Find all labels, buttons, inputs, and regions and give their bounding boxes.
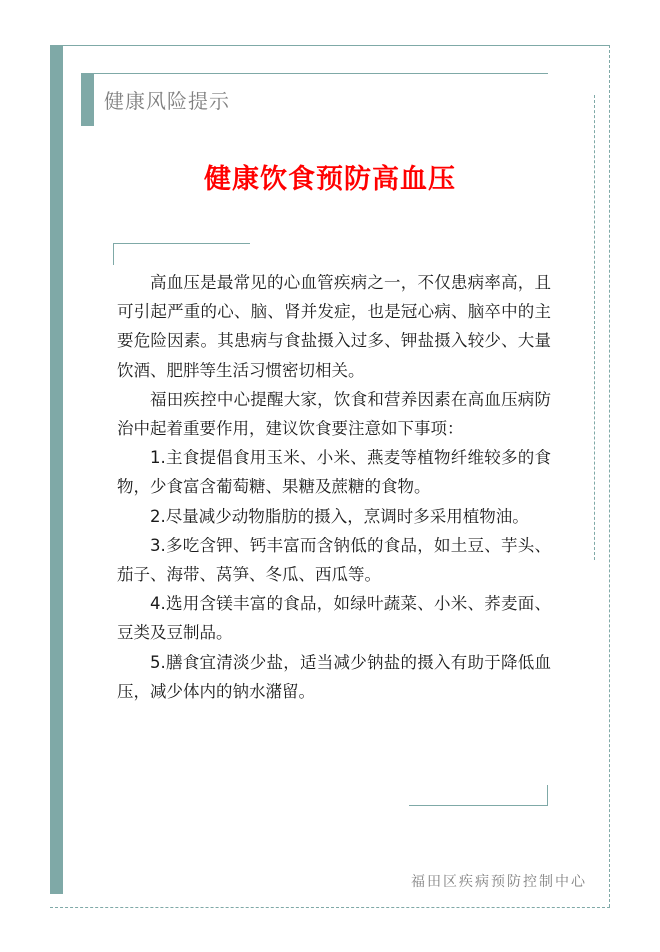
frame-top-line — [63, 45, 610, 46]
corner-bracket-top-left — [113, 243, 250, 244]
tip-item-4: 4.选用含镁丰富的食品，如绿叶蔬菜、小米、荞麦面、豆类及豆制品。 — [117, 594, 551, 643]
corner-bracket-top-left-vertical — [113, 243, 114, 265]
tip-item-1: 1.主食提倡食用玉米、小米、燕麦等植物纤维较多的食物，少食富含葡萄糖、果糖及蔗糖的食物。 — [117, 448, 551, 497]
article-body — [117, 268, 551, 706]
section-label: 健康风险提示 — [104, 89, 230, 113]
frame-bottom-dashed-border — [50, 907, 610, 908]
header-rule — [94, 73, 548, 74]
corner-bracket-bottom-right-vertical — [547, 785, 548, 805]
footer-organization: 福田区疾病预防控制中心 — [411, 874, 587, 890]
corner-bracket-bottom-right — [409, 805, 548, 806]
page-title: 健康饮食预防高血压 — [204, 164, 456, 195]
paragraph-reminder: 福田疾控中心提醒大家，饮食和营养因素在高血压病防治中起着重要作用，建议饮食要注意如下事项： — [117, 389, 551, 439]
header-accent-bar — [81, 73, 94, 126]
tip-item-5: 5.膳食宜清淡少盐，适当减少钠盐的摄入有助于降低血压，减少体内的钠水潴留。 — [117, 652, 551, 701]
paragraph-intro: 高血压是最常见的心血管疾病之一，不仅患病率高，且可引起严重的心、脑、肾并发症，也是冠心病、脑卒中的主要危险因素。其患病与食盐摄入过多、钾盐摄入较少、大量饮酒、肥胖等生活习惯密切相关。 — [117, 273, 551, 380]
tip-item-2: 2.尽量减少动物脂肪的摄入，烹调时多采用植物油。 — [150, 506, 529, 526]
tip-item-3: 3.多吃含钾、钙丰富而含钠低的食品，如土豆、芋头、茄子、海带、莴笋、冬瓜、西瓜等。 — [117, 535, 551, 585]
